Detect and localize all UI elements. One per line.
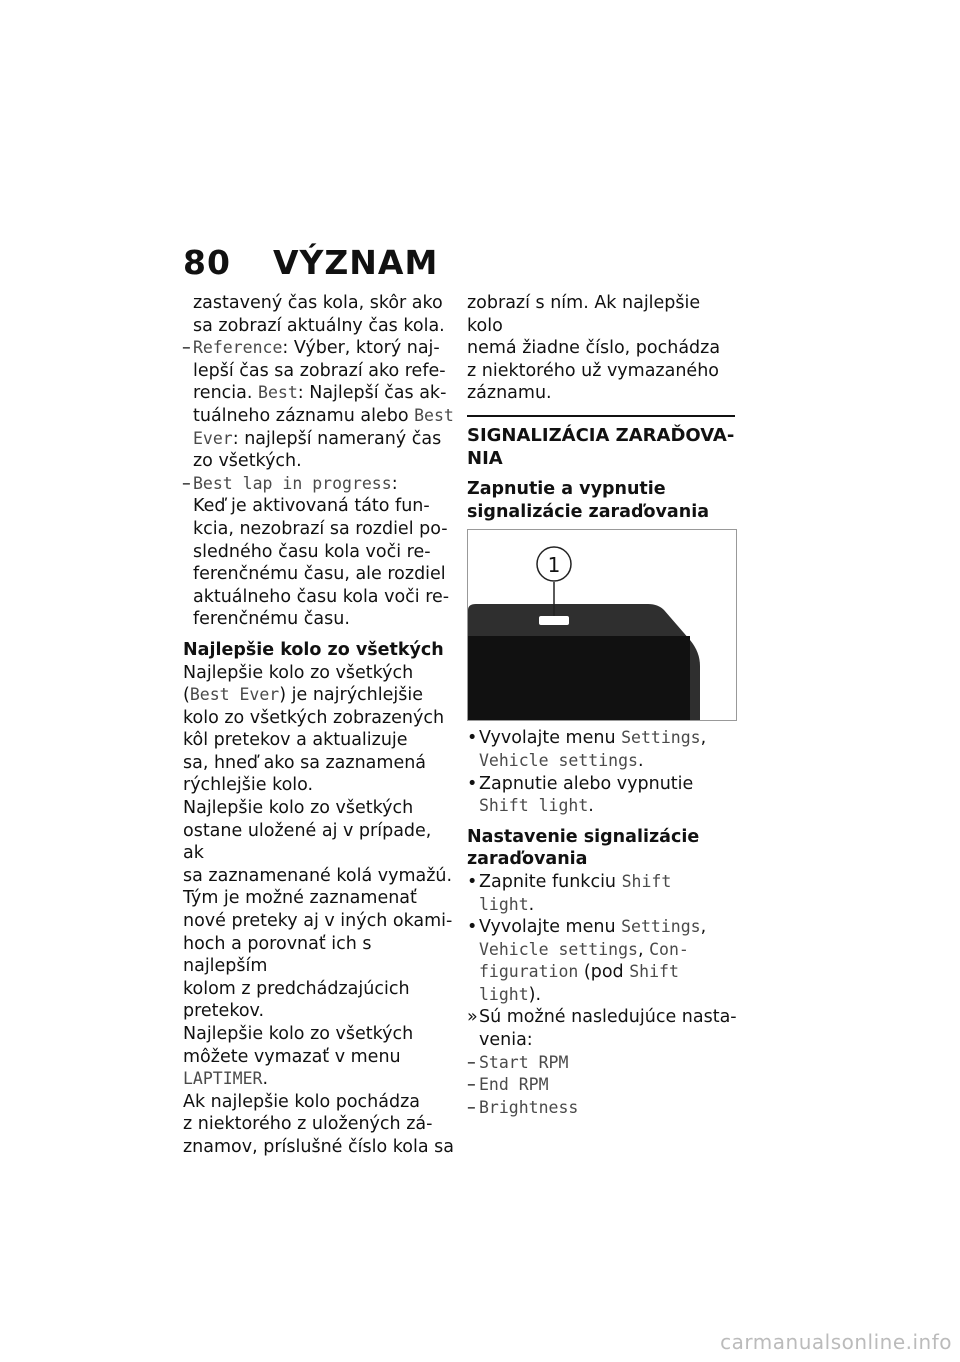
list-item-best-lap-in-progress: – Best lap in progress: Keď je aktivovaná táto fun- kcia, nezobrazí sa rozdiel po- sledného času kola voči re- ferenčnému času, ale rozdiel aktuálneho času kola voči re- ferenčnému času.: [183, 473, 455, 631]
continued-paragraph: zastavený čas kola, skôr ako sa zobrazí aktuálny čas kola.: [193, 293, 445, 336]
code-best: Best: [414, 405, 454, 425]
display-screen: [468, 636, 690, 720]
dashboard-illustration: [468, 530, 736, 720]
code-best-lap-in-progress: Best lap in progress: [193, 473, 392, 493]
option-end-rpm: – End RPM: [467, 1074, 739, 1097]
paragraph-delete: Najlepšie kolo zo všetkých môžete vymazať v menu LAPTIMER.: [183, 1024, 414, 1090]
list-item-reference: – Reference: Výber, ktorý naj- lepší čas sa zobrazí ako refe- rencia. Best: Najlepší čas ak- tuálneho záznamu alebo Best Ever: najlepší nameraný čas zo všetkých.: [183, 337, 455, 473]
paragraph-best-ever: Najlepšie kolo zo všetkých (Best Ever) je najrýchlejšie kolo zo všetkých zobrazených kôl pretekov a aktualizuje sa, hneď ako sa zaznamená rýchlejšie kolo.: [183, 662, 445, 796]
code-configuration: figuration: [479, 962, 579, 982]
page-number: 80: [183, 243, 231, 282]
code-shift-light: Shift light: [479, 796, 589, 816]
shift-light-figure: [467, 529, 737, 721]
list-item-toggle: • Zapnutie alebo vypnutie Shift light.: [467, 773, 739, 818]
list-item-configuration: • Vyvolajte menu Settings, Vehicle settings, Con- figuration (pod Shift light).: [467, 916, 739, 1006]
code-configuration: Con-: [649, 939, 689, 959]
option-start-rpm: – Start RPM: [467, 1052, 739, 1075]
page-header: [183, 243, 438, 282]
code-vehicle-settings: Vehicle settings: [479, 939, 638, 959]
paragraph-saved: Najlepšie kolo zo všetkých ostane uložené aj v prípade, ak sa zaznamenané kolá vymažú. Tým je možné zaznamenať nové preteky aj v iných okami- hoch a porovnať ich s najlepším kolom z predchádzajúcich pretekov.: [183, 798, 453, 1022]
code-settings: Settings: [621, 728, 701, 748]
subheading-best-lap: Najlepšie kolo zo všetkých: [183, 639, 444, 660]
option-brightness: – Brightness: [467, 1097, 739, 1120]
section-heading: SIGNALIZÁCIA ZARAĎOVA- NIA: [467, 424, 735, 469]
paragraph-saved-origin: Ak najlepšie kolo pochádza z niektorého z uložených zá- znamov, príslušné číslo kola sa: [183, 1091, 454, 1157]
code-laptimer: LAPTIMER: [183, 1069, 263, 1089]
code-shift: Shift: [621, 871, 672, 891]
page-title: VÝZNAM: [272, 243, 439, 282]
list-item-open-menu: • Vyvolajte menu Settings, Vehicle settings.: [467, 727, 739, 772]
code-light: light: [479, 894, 529, 914]
code-light: light: [479, 984, 529, 1004]
callout-number: 1: [547, 553, 561, 578]
code-ever: Ever: [193, 428, 233, 448]
subheading-toggle: Zapnutie a vypnutie signalizácie zaraďovania: [467, 479, 710, 522]
code-settings: Settings: [621, 917, 701, 937]
right-column: [467, 292, 739, 1119]
list-item-enable: • Zapnite funkciu Shift light.: [467, 871, 739, 916]
code-shift: Shift: [629, 962, 679, 982]
code-best: Best: [258, 383, 298, 403]
subheading-settings: Nastavenie signalizácie zaraďovania: [467, 826, 700, 870]
left-column: [183, 292, 455, 1159]
code-vehicle-settings: Vehicle settings: [479, 750, 638, 770]
shift-light-indicator: [539, 616, 569, 625]
continued-paragraph: zobrazí s ním. Ak najlepšie kolo nemá žiadne číslo, pochádza z niektorého už vymazaného záznamu.: [467, 293, 721, 404]
footer-watermark: carmanualsonline.info: [720, 1330, 952, 1354]
section-divider: [467, 415, 735, 417]
code-reference: Reference: [193, 338, 283, 358]
code-best-ever: Best Ever: [189, 685, 280, 705]
result-line: » Sú možné nasledujúce nasta- venia:: [467, 1006, 739, 1051]
